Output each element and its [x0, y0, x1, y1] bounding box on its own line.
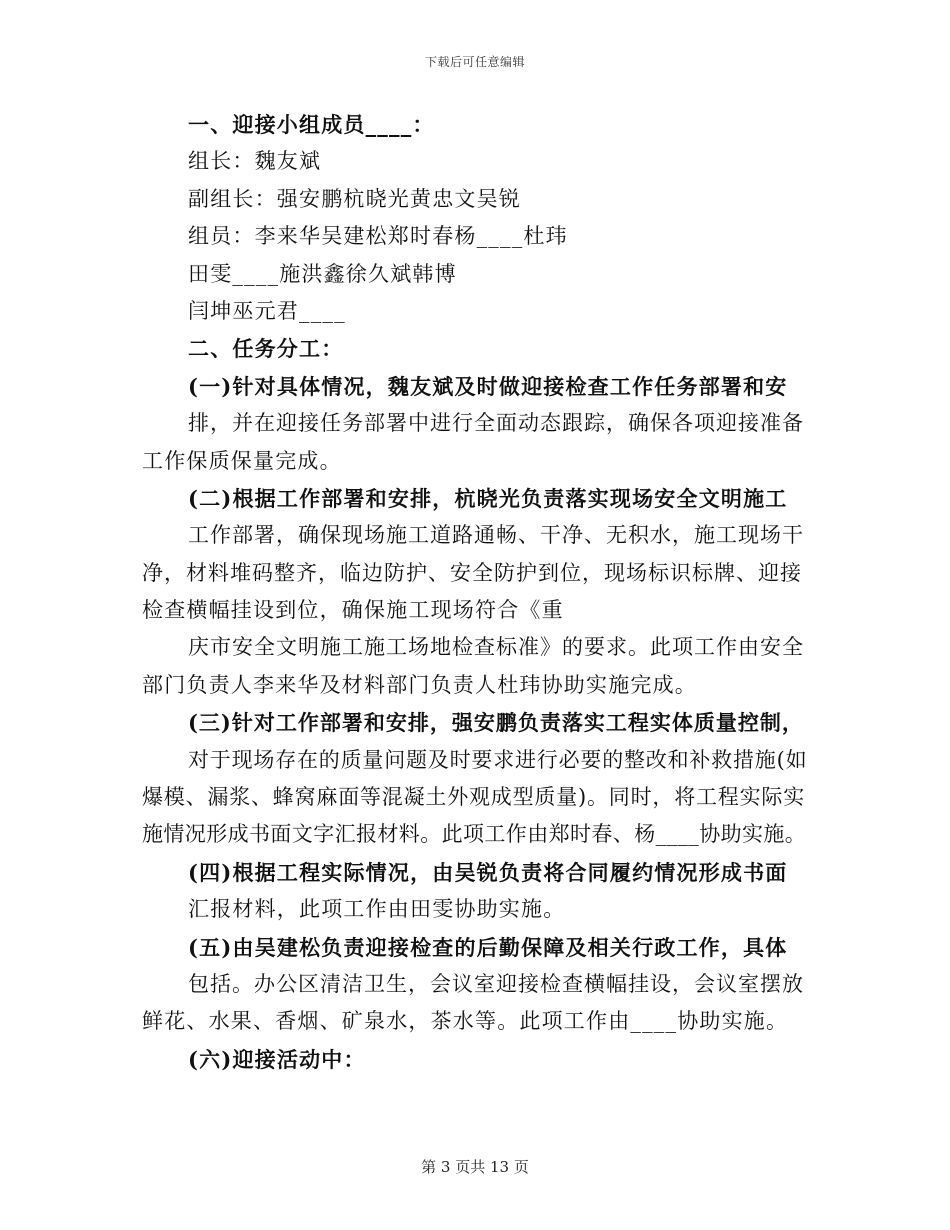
text-line: 部门负责人李来华及材料部门负责人杜玮协助实施完成。	[142, 672, 697, 697]
text-line: 施情况形成书面文字汇报材料。此项工作由郑时春、杨____协助实施。	[142, 822, 807, 847]
task-heading-3: (三)针对工作部署和安排，强安鹏负责落实工程实体质量控制，	[188, 710, 804, 736]
text-line: 排，并在迎接任务部署中进行全面动态跟踪，确保各项迎接准备	[188, 411, 804, 436]
text-line: 工作部署，确保现场施工道路通畅、干净、无积水，施工现场干	[188, 523, 804, 548]
text-line: 庆市安全文明施工施工场地检查标准》的要求。此项工作由安全	[188, 635, 804, 660]
text-line: 组员：李来华吴建松郑时春杨____杜玮	[188, 224, 568, 249]
text-line: 鲜花、水果、香烟、矿泉水，茶水等。此项工作由____协助实施。	[142, 1009, 789, 1034]
task-heading-6: (六)迎接活动中：	[188, 1046, 366, 1072]
task-heading-2: (二)根据工作部署和安排，杭晓光负责落实现场安全文明施工	[188, 485, 788, 511]
text-line: 工作保质保量完成。	[142, 448, 342, 473]
text-line: 包括。办公区清洁卫生，会议室迎接检查横幅挂设，会议室摆放	[188, 971, 804, 996]
text-line: 汇报材料，此项工作由田雯协助实施。	[188, 897, 566, 922]
text-line: 闫坤巫元君____	[188, 298, 346, 323]
task-heading-4: (四)根据工程实际情况，由吴锐负责将合同履约情况形成书面	[188, 859, 788, 885]
document-body	[142, 106, 807, 1078]
section-heading-members: 一、迎接小组成员____：	[188, 112, 435, 137]
text-line: 田雯____施洪鑫徐久斌韩博	[188, 261, 457, 286]
page-footer: 第 3 页共 13 页	[421, 1158, 529, 1176]
text-line: 净，材料堆码整齐，临边防护、安全防护到位，现场标识标牌、迎接	[142, 560, 802, 585]
task-heading-5: (五)由吴建松负责迎接检查的后勤保障及相关行政工作，具体	[188, 934, 788, 960]
text-line: 副组长：强安鹏杭晓光黄忠文吴锐	[188, 186, 521, 211]
text-line: 检查横幅挂设到位，确保施工现场符合《重	[142, 598, 564, 623]
page-header: 下载后可任意编辑	[424, 55, 525, 69]
text-line: 对于现场存在的质量问题及时要求进行必要的整改和补救措施(如	[188, 747, 808, 772]
text-line: 组长：魏友斌	[188, 149, 322, 174]
task-heading-1: (一)针对具体情况，魏友斌及时做迎接检查工作任务部署和安	[188, 373, 788, 399]
section-heading-tasks: 二、任务分工：	[188, 336, 344, 362]
text-line: 爆模、漏浆、蜂窝麻面等混凝土外观成型质量)。同时，将工程实际实	[142, 785, 805, 810]
